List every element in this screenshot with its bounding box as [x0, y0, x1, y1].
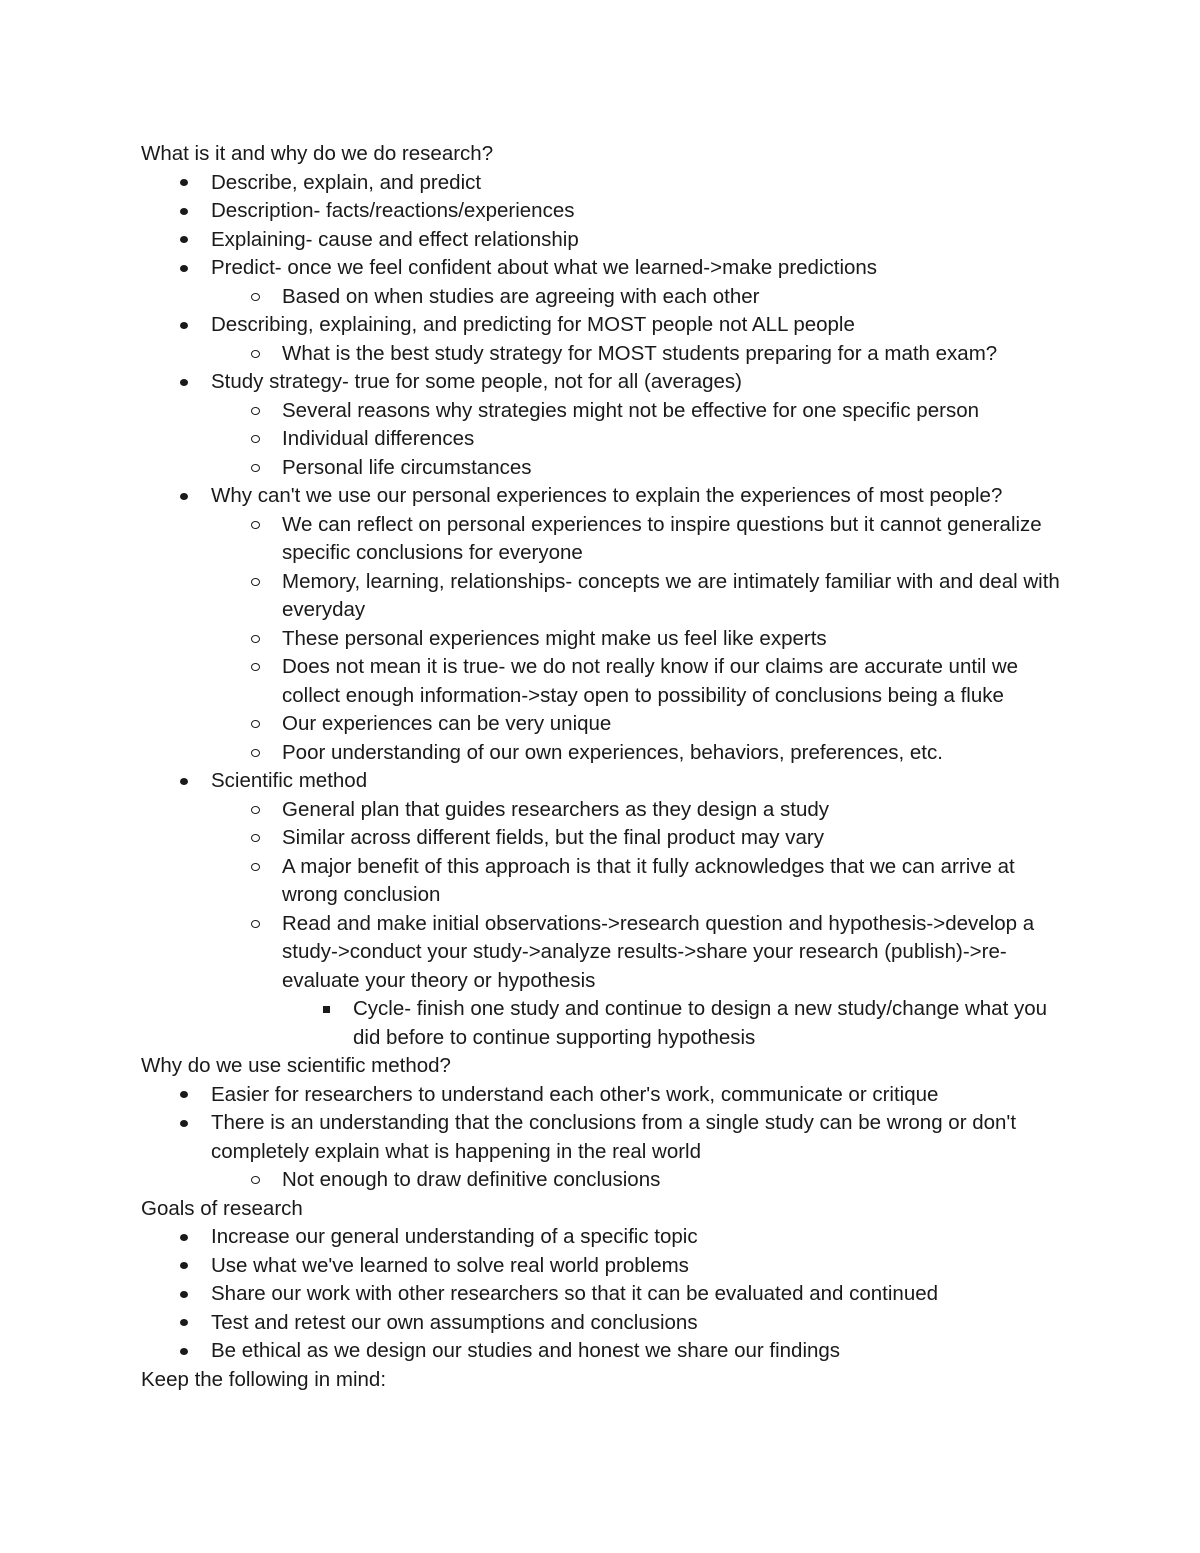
section-heading: What is it and why do we do research? [141, 142, 494, 165]
list-item [141, 767, 1071, 796]
section [141, 1052, 1071, 1195]
bullet-marker-icon [177, 1280, 191, 1309]
bullet-marker-icon [248, 910, 262, 939]
bullet-marker-icon [177, 368, 191, 397]
list-item-text: Easier for researchers to understand each other's work, communicate or critique [211, 1082, 939, 1106]
list-item [141, 454, 1071, 483]
list-item [141, 340, 1071, 369]
list-item-text: Be ethical as we design our studies and honest we share our findings [211, 1339, 841, 1362]
list-item-text: Cycle- finish one study and continue to design a new study/change what you did before to continue supporting hypothesis [353, 997, 1048, 1049]
document-body [141, 140, 1071, 1394]
list-item-text: Describe, explain, and predict [211, 170, 482, 194]
list-item [141, 1309, 1071, 1338]
bullet-marker-icon [177, 169, 191, 198]
list-item-text: Use what we've learned to solve real world problems [211, 1253, 689, 1277]
list-item [141, 511, 1071, 568]
section-heading: Keep the following in mind: [141, 1367, 387, 1391]
list-item-text: Study strategy- true for some people, not for all (averages) [211, 370, 742, 393]
list-item [141, 425, 1071, 454]
list-item-text: Memory, learning, relationships- concepts we are intimately familiar with and deal with everyday [282, 569, 1060, 621]
list-item [141, 197, 1071, 226]
bullet-marker-icon [248, 653, 262, 682]
list-item-text: Test and retest our own assumptions and conclusions [211, 1310, 698, 1334]
bullet-marker-icon [177, 197, 191, 226]
bullet-marker-icon [248, 568, 262, 597]
bullet-marker-icon [248, 454, 262, 483]
list-item-text: Why can't we use our personal experiences to explain the experiences of most people? [211, 484, 1003, 507]
bullet-list-level-1 [141, 169, 1071, 1053]
list-item [141, 254, 1071, 283]
bullet-marker-icon [177, 1223, 191, 1252]
list-item [141, 1252, 1071, 1281]
bullet-marker-icon [248, 340, 262, 369]
bullet-marker-icon [248, 710, 262, 739]
bullet-list-level-3 [141, 995, 1071, 1052]
bullet-marker-icon [177, 767, 191, 796]
bullet-list-level-1 [141, 1081, 1071, 1195]
list-item-text: Our experiences can be very unique [282, 712, 612, 735]
list-item [141, 368, 1071, 397]
list-item-text: We can reflect on personal experiences to inspire questions but it cannot generalize specific conclusions for everyone [282, 512, 1042, 564]
bullet-marker-icon [248, 511, 262, 540]
bullet-list-level-2 [141, 1166, 1071, 1195]
list-item [141, 283, 1071, 312]
bullet-marker-icon [248, 796, 262, 825]
list-item [141, 710, 1071, 739]
list-item-text: These personal experiences might make us feel like experts [282, 626, 827, 650]
list-item [141, 169, 1071, 198]
bullet-list-level-2 [141, 340, 1071, 369]
section-heading: Why do we use scientific method? [141, 1054, 451, 1077]
list-item-text: Description- facts/reactions/experiences [211, 199, 575, 222]
bullet-list-level-2 [141, 283, 1071, 312]
list-item-text: Scientific method [211, 769, 368, 792]
section [141, 1195, 1071, 1366]
section [141, 1366, 1071, 1395]
list-item [141, 1337, 1071, 1366]
list-item [141, 653, 1071, 710]
bullet-marker-icon [248, 824, 262, 853]
bullet-list-level-2 [141, 511, 1071, 768]
section [141, 140, 1071, 1052]
list-item-text: What is the best study strategy for MOST students preparing for a math exam? [282, 341, 998, 365]
list-item-text: Read and make initial observations->research question and hypothesis->develop a study->conduct your study->analyze results->share your research (publish)->re-evaluate your theory or hypothesis [282, 911, 1035, 992]
section-heading: Goals of research [141, 1196, 303, 1220]
list-item [141, 1223, 1071, 1252]
list-item [141, 482, 1071, 511]
list-item [141, 739, 1071, 768]
list-item [141, 1166, 1071, 1195]
bullet-marker-icon [177, 226, 191, 255]
list-item-text: A major benefit of this approach is that it fully acknowledges that we can arrive at wrong conclusion [282, 854, 1015, 906]
list-item-text: Personal life circumstances [282, 455, 532, 479]
list-item-text: Share our work with other researchers so that it can be evaluated and continued [211, 1282, 939, 1305]
bullet-list-level-2 [141, 796, 1071, 1053]
bullet-marker-icon [177, 1252, 191, 1281]
list-item-text: Explaining- cause and effect relationship [211, 227, 579, 251]
list-item [141, 1109, 1071, 1166]
list-item [141, 853, 1071, 910]
bullet-marker-icon [177, 254, 191, 283]
list-item-text: Poor understanding of our own experiences, behaviors, preferences, etc. [282, 740, 943, 764]
list-item-text: Increase our general understanding of a specific topic [211, 1225, 698, 1248]
list-item [141, 226, 1071, 255]
list-item-text: Predict- once we feel confident about what we learned->make predictions [211, 256, 878, 279]
bullet-marker-icon [248, 283, 262, 312]
bullet-marker-icon [177, 1309, 191, 1338]
list-item [141, 311, 1071, 340]
bullet-marker-icon [248, 397, 262, 426]
bullet-marker-icon [177, 1337, 191, 1366]
bullet-marker-icon [177, 1109, 191, 1138]
list-item [141, 995, 1071, 1052]
list-item-text: General plan that guides researchers as they design a study [282, 797, 829, 821]
bullet-marker-icon [248, 853, 262, 882]
list-item-text: Not enough to draw definitive conclusions [282, 1168, 661, 1191]
bullet-list-level-2 [141, 397, 1071, 483]
list-item-text: Several reasons why strategies might not be effective for one specific person [282, 398, 979, 422]
list-item [141, 568, 1071, 625]
list-item-text: Similar across different fields, but the final product may vary [282, 826, 824, 849]
bullet-list-level-1 [141, 1223, 1071, 1366]
bullet-marker-icon [248, 625, 262, 654]
bullet-marker-icon [248, 1166, 262, 1195]
list-item [141, 910, 1071, 996]
list-item-text: Does not mean it is true- we do not really know if our claims are accurate until we collect enough information->stay open to possibility of conclusions being a fluke [282, 655, 1019, 707]
list-item-text: Individual differences [282, 427, 475, 450]
bullet-marker-icon [177, 482, 191, 511]
list-item [141, 625, 1071, 654]
list-item-text: Describing, explaining, and predicting for MOST people not ALL people [211, 313, 855, 336]
bullet-marker-icon [248, 425, 262, 454]
list-item-text: There is an understanding that the conclusions from a single study can be wrong or don't completely explain what is happening in the real world [211, 1111, 1017, 1163]
bullet-marker-icon [177, 311, 191, 340]
list-item-text: Based on when studies are agreeing with each other [282, 284, 760, 308]
list-item [141, 796, 1071, 825]
bullet-marker-icon [248, 739, 262, 768]
list-item [141, 1280, 1071, 1309]
list-item [141, 397, 1071, 426]
list-item [141, 1081, 1071, 1110]
list-item [141, 824, 1071, 853]
bullet-marker-icon [177, 1081, 191, 1110]
bullet-marker-icon [319, 995, 333, 1024]
